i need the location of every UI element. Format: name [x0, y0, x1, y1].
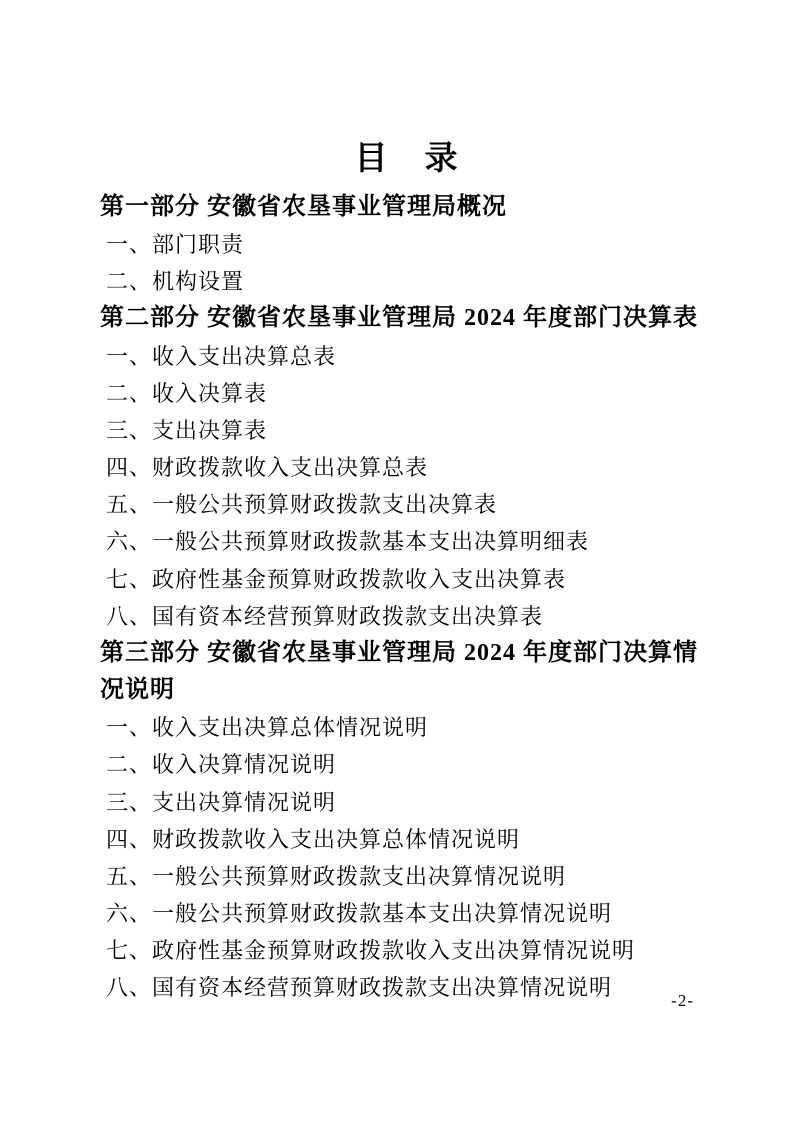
toc-section-heading: 第三部分 安徽省农垦事业管理局 2024 年度部门决算情况说明	[100, 639, 698, 704]
toc-entry: 二、收入决算表	[106, 380, 268, 406]
toc-entry: 五、一般公共预算财政拨款支出决算情况说明	[106, 863, 567, 889]
toc-entry: 一、部门职责	[106, 232, 245, 258]
toc-entry: 七、政府性基金预算财政拨款收入支出决算情况说明	[106, 938, 636, 964]
toc-entry: 一、收入支出决算总体情况说明	[106, 715, 429, 741]
toc	[100, 189, 715, 1006]
toc-entry: 八、国有资本经营预算财政拨款支出决算表	[106, 603, 544, 629]
toc-entry: 四、财政拨款收入支出决算总表	[106, 455, 429, 481]
toc-entry: 四、财政拨款收入支出决算总体情况说明	[106, 826, 521, 852]
toc-entry: 八、国有资本经营预算财政拨款支出决算情况说明	[106, 975, 613, 1001]
toc-entry: 七、政府性基金预算财政拨款收入支出决算表	[106, 566, 567, 592]
toc-entry: 二、收入决算情况说明	[106, 752, 337, 778]
toc-entry: 一、收入支出决算总表	[106, 343, 337, 369]
toc-entry: 五、一般公共预算财政拨款支出决算表	[106, 492, 498, 518]
page-number: -2-	[671, 991, 694, 1010]
toc-entry: 六、一般公共预算财政拨款基本支出决算明细表	[106, 529, 590, 555]
page-title: 目 录	[354, 141, 460, 177]
toc-entry: 三、支出决算情况说明	[106, 789, 337, 815]
toc-section-heading: 第一部分 安徽省农垦事业管理局概况	[100, 194, 507, 220]
toc-entry: 三、支出决算表	[106, 417, 268, 443]
toc-entry: 二、机构设置	[106, 269, 245, 295]
toc-entry: 六、一般公共预算财政拨款基本支出决算情况说明	[106, 900, 613, 926]
toc-section-heading: 第二部分 安徽省农垦事业管理局 2024 年度部门决算表	[100, 305, 698, 332]
